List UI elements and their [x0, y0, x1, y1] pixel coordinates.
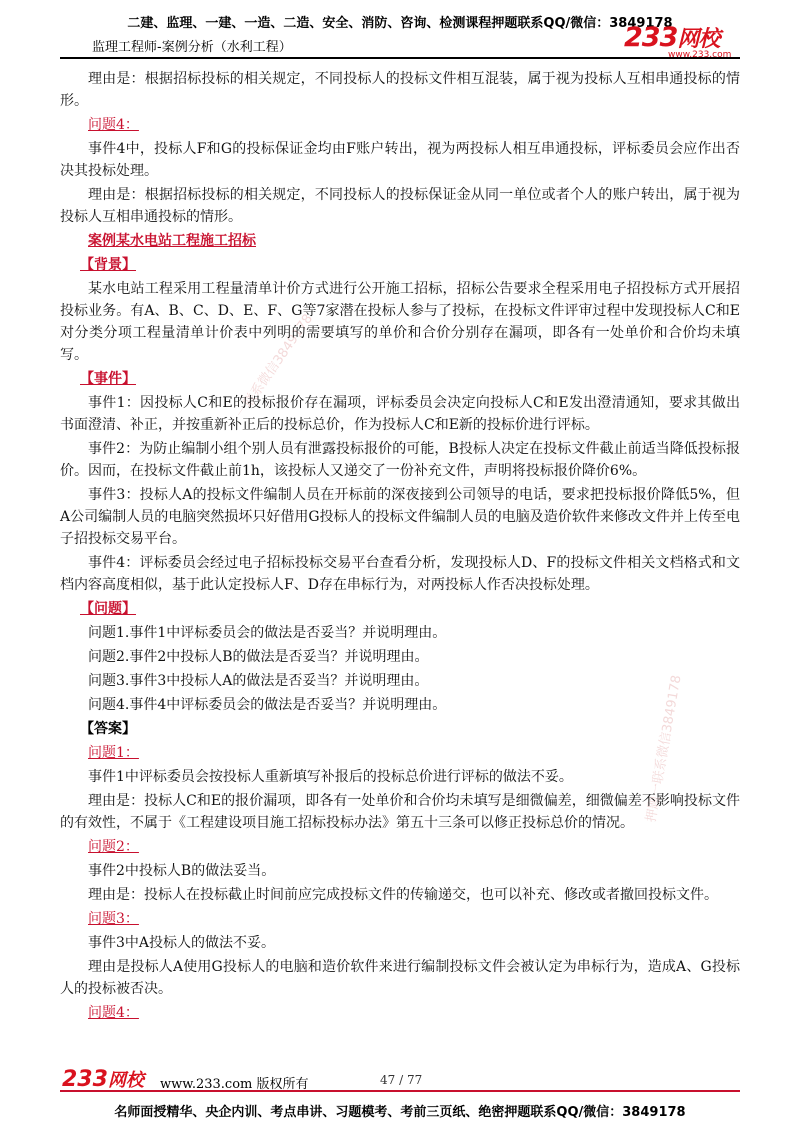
answer-1-text: 事件1中评标委员会按投标人重新填写补报后的投标总价进行评标的做法不妥。 [88, 769, 573, 785]
logo-text: 网校 [677, 27, 720, 52]
answer-4-label: 问题4： [88, 1005, 139, 1021]
header-divider [60, 57, 740, 59]
answer-2-text: 事件2中投标人B的做法妥当。 [88, 863, 276, 879]
answer-3-label: 问题3： [88, 911, 139, 927]
events-heading: 【事件】 [80, 371, 136, 387]
footer-logo [62, 1066, 144, 1092]
logo-number: 233 [624, 22, 678, 53]
background-paragraph: 某水电站工程采用工程量清单计价方式进行公开施工招标，招标公告要求全程采用电子招投标方式开展招投标业务。有A、B、C、D、E、F、G等7家潜在投标人参与了投标，在投标文件评审过程中发现投标人C和E对分类分项工程量清单计价表中列明的需要填写的单价和合价分别存在漏项，即各有一处单价和合价均未填写。 [60, 281, 740, 363]
question-1: 问题1.事件1中评标委员会的做法是否妥当？并说明理由。 [88, 625, 447, 641]
answer-1-label: 问题1： [88, 745, 139, 761]
answer-3-text: 事件3中A投标人的做法不妥。 [88, 935, 276, 951]
answer-heading: 【答案】 [80, 721, 136, 737]
footer-promo-line: 名师面授精华、央企内训、考点串讲、习题模考、考前三页纸、绝密押题联系QQ/微信：3849178 [114, 1105, 686, 1120]
answer-2-label: 问题2： [88, 839, 139, 855]
question-4: 问题4.事件4中评标委员会的做法是否妥当？并说明理由。 [88, 697, 447, 713]
footer-logo-number: 233 [62, 1067, 108, 1092]
brand-logo [624, 22, 719, 53]
question-3: 问题3.事件3中投标人A的做法是否妥当？并说明理由。 [88, 673, 429, 689]
footer-logo-text: 网校 [107, 1070, 144, 1091]
paragraph: 理由是：根据招标投标的相关规定，不同投标人的投标文件相互混装，属于视为投标人互相串通投标的情形。 [60, 71, 740, 109]
paragraph: 事件4中，投标人F和G的投标保证金均由F账户转出，视为两投标人相互串通投标，评标委员会应作出否决其投标处理。 [60, 141, 740, 179]
event-2: 事件2：为防止编制小组个别人员有泄露投标报价的可能，B投标人决定在投标文件截止前适当降低投标报价。因而，在投标文件截止前1h，该投标人又递交了一份补充文件，声明将投标报价降价6%。 [60, 441, 740, 479]
answer-2-reason: 理由是：投标人在投标截止时间前应完成投标文件的传输递交，也可以补充、修改或者撤回投标文件。 [88, 887, 718, 903]
watermark-1: 一联系微信3849178 [233, 311, 317, 421]
case-title: 案例某水电站工程施工招标 [88, 233, 256, 249]
document-body [60, 68, 740, 1026]
question-2: 问题2.事件2中投标人B的做法是否妥当？并说明理由。 [88, 649, 429, 665]
event-3: 事件3：投标人A的投标文件编制人员在开标前的深夜接到公司领导的电话，要求把投标报价降低5%，但A公司编制人员的电脑突然损坏只好借用G投标人的投标文件编制人员的电脑及造价软件来修改文件并上传至电子招投标交易平台。 [60, 487, 740, 547]
question-label: 问题4： [88, 117, 139, 133]
footer-divider [60, 1090, 740, 1092]
answer-3-reason: 理由是投标人A使用G投标人的电脑和造价软件来进行编制投标文件会被认定为串标行为，造成A、G投标人的投标被否决。 [60, 959, 740, 997]
event-1: 事件1：因投标人C和E的投标报价存在漏项，评标委员会决定向投标人C和E发出澄清通知，要求其做出书面澄清、补正，并按重新补正后的投标总价，作为投标人C和E新的投标价进行评标。 [60, 395, 740, 433]
page-number: 47 / 77 [380, 1073, 423, 1087]
questions-heading: 【问题】 [80, 601, 136, 617]
document-subtitle: 监理工程师-案例分析（水利工程） [92, 40, 292, 55]
header-promo-line: 二建、监理、一建、一造、二造、安全、消防、咨询、检测课程押题联系QQ/微信：3849178 [127, 16, 673, 31]
event-4: 事件4：评标委员会经过电子招标投标交易平台查看分析，发现投标人D、F的投标文件相关文档格式和文档内容高度相似，基于此认定投标人F、D存在串标行为，对两投标人作否决投标处理。 [60, 555, 740, 593]
logo-url: www.233.com [668, 50, 732, 60]
background-heading: 【背景】 [80, 257, 136, 273]
paragraph: 理由是：根据招标投标的相关规定，不同投标人的投标保证金从同一单位或者个人的账户转出，属于视为投标人互相串通投标的情形。 [60, 187, 740, 225]
answer-1-reason: 理由是：投标人C和E的报价漏项，即各有一处单价和合价均未填写是细微偏差，细微偏差不影响投标文件的有效性，不属于《工程建设项目施工招标投标办法》第五十三条可以修正投标总价的情况。 [60, 793, 740, 831]
watermark-2: 押题一联系微信3849178 [643, 674, 685, 824]
footer-copyright: www.233.com 版权所有 [160, 1077, 309, 1092]
